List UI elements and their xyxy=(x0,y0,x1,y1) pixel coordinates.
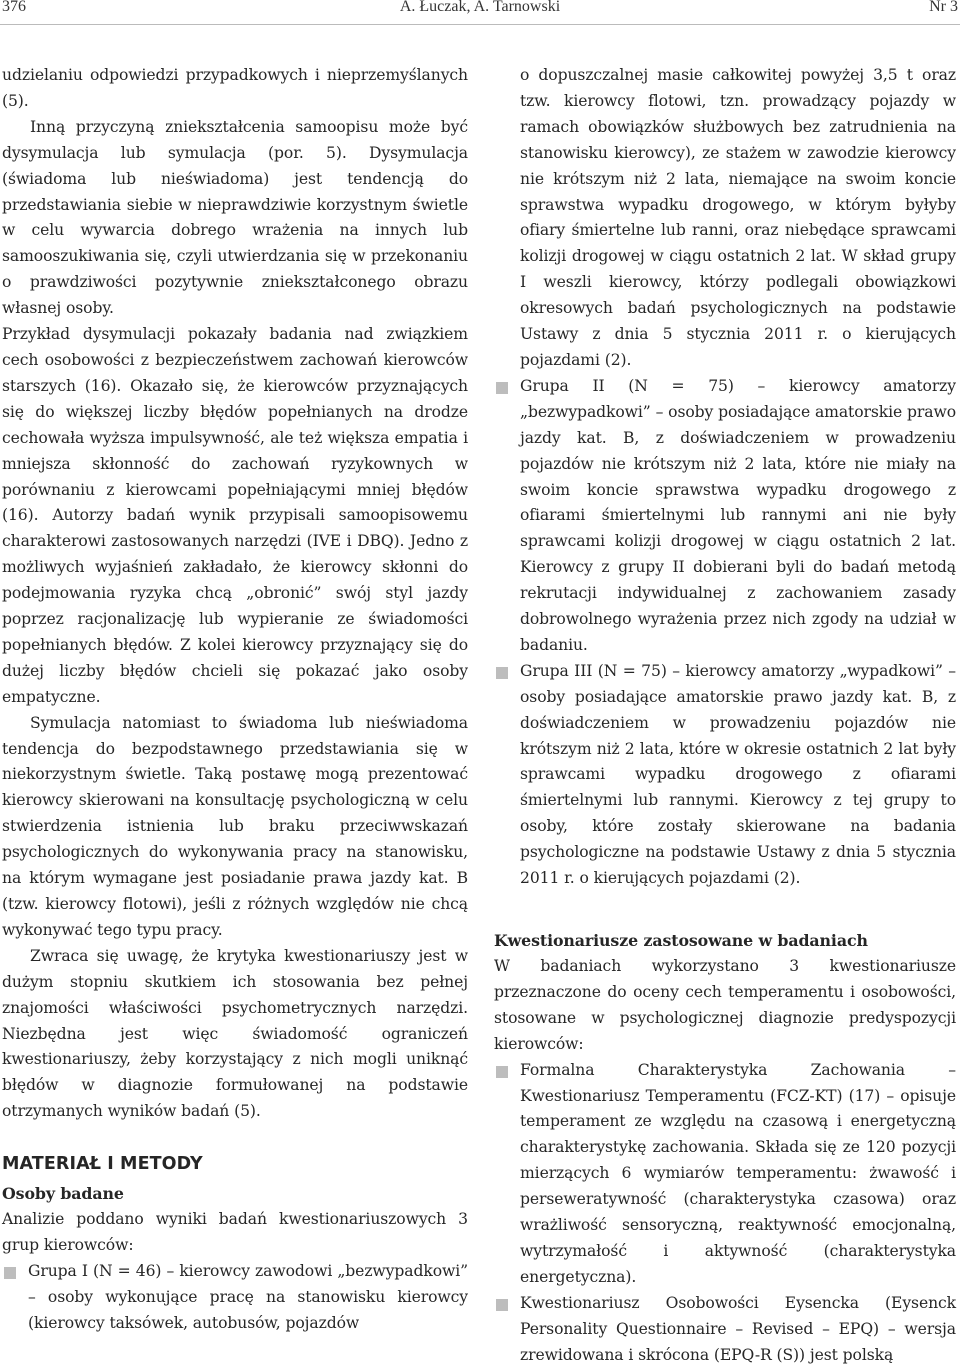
paragraph: Zwraca się uwagę, że krytyka kwestionariuszy jest w dużym stopniu skutkiem ich stosowania bez pełnej znajomości właściwości psychometrycznych narzędzi. Niezbędna jest więc świadomość ograniczeń kwestionariuszy, żeby korzystający z nich mogli uniknąć błędów w diagnozie formułowanej na podstawie otrzymanych wyników badań (5). xyxy=(2,946,468,1121)
list-item-text: Formalna Charakterystyka Zachowania – Kwestionariusz Temperamentu (FCZ-KT) (17) – opisuje temperament ze względu na czasową i energetyczną charakterystykę zachowania. Składa się ze 120 pozycji mierzących 6 wymiarów temperamentu: żwawość i perseweratywność (charakterystyka czasowa) oraz wrażliwość sensoryczną, reaktywność emocjonalną, wytrzymałość i aktywność (charakterystyka energetyczna). xyxy=(520,1060,956,1286)
page-number: 376 xyxy=(2,0,26,15)
right-column xyxy=(494,63,956,1369)
paragraph: Analizie poddano wyniki badań kwestionariuszowych 3 grup kierowców: xyxy=(2,1210,468,1255)
group-list xyxy=(2,1259,468,1337)
subsection-heading: Kwestionariusze zastosowane w badaniach xyxy=(494,931,868,950)
list-item-text: o dopuszczalnej masie całkowitej powyżej 3,5 t oraz tzw. kierowcy flotowi, tzn. prowadzący pojazdy w ramach obowiązków służbowych bez zatrudnienia na stanowisku kierowcy), ze stażem w zawodzie kierowcy nie krótszym niż 2 lata, niemające na swoim koncie sprawstwa wypadku drogowego, w którym byłyby ofiary śmiertelne lub ranni, oraz niebędące sprawcami kolizji drogowej w ciągu ostatnich 2 lat. W skład grupy I weszli kierowcy, którzy podlegali obowiązkowi okresowych badań psychologicznych na podstawie Ustawy z dnia 5 stycznia 2011 r. o kierujących pojazdami (2). xyxy=(520,66,956,369)
running-header xyxy=(0,0,960,22)
group-list-continued xyxy=(494,63,956,892)
list-item xyxy=(494,1058,956,1291)
subsection-heading: Osoby badane xyxy=(2,1184,124,1204)
list-item-text: Grupa I (N = 46) – kierowcy zawodowi „bezwypadkowi” – osoby wykonujące pracę na stanowisku kierowcy (kierowcy taksówek, autobusów, pojazdów xyxy=(28,1261,468,1332)
paragraph: Symulacja natomiast to świadoma lub nieświadoma tendencja do bezpodstawnego przedstawiania się w niekorzystnym świetle. Taką postawę mogą prezentować kierowcy skierowani na konsultację psychologiczną w celu stwierdzenia istnienia lub braku przeciwwskazań psychologicznych do wykonywania pracy na stanowisku, na którym wymagane jest posiadanie prawa jazdy kat. B (tzw. kierowcy flotowi), jeśli z różnych względów nie chcą wykonywać tego typu pracy. xyxy=(2,713,468,939)
list-item xyxy=(494,374,956,659)
left-column xyxy=(2,63,468,1337)
list-item xyxy=(494,659,956,892)
list-item-text: Grupa III (N = 75) – kierowcy amatorzy „wypadkowi” – osoby posiadające amatorskie prawo jazdy kat. B, z doświadczeniem w prowadzeniu pojazdów nie krótszym niż 2 lata, które w okresie ostatnich 2 lat były sprawcami wypadku drogowego z ofiarami śmiertelnymi lub rannymi. Kierowcy z tej grupy to osoby, które zostały skierowane na badania psychologiczne na podstawie Ustawy z dnia 5 stycznia 2011 r. o kierujących pojazdami (2). xyxy=(520,661,956,888)
list-item xyxy=(494,63,956,374)
list-item-text: Grupa II (N = 75) – kierowcy amatorzy „bezwypadkowi” – osoby posiadające amatorskie prawo jazdy kat. B, z doświadczeniem w prowadzeniu pojazdów nie krótszym niż 2 lata, które nie miały na swoim koncie sprawstwa wypadku drogowego z ofiarami śmiertelnymi lub rannymi ani nie były sprawcami kolizji drogowej w ciągu ostatnich 2 lat. Kierowcy z grupy II dobierani byli do badań metodą rekrutacji indywidualnej z zachowaniem zasady dobrowolnego wyrażenia przez nich zgody na udział w badaniu. xyxy=(520,376,956,654)
paragraph: Inną przyczyną zniekształcenia samoopisu może być dysymulacja lub symulacja (por. 5). Dysymulacja (świadoma lub nieświadoma) jest tendencją do przedstawiania siebie w nieprawdziwie korzystnym świetle w celu wywarcia dobrego wrażenia na innych lub samooszukiwania się, czyli utwierdzania się w przekonaniu o prawdziwości pozytywnie zniekształconego obrazu własnej osoby. xyxy=(2,117,468,318)
header-rule xyxy=(0,24,960,25)
square-bullet-icon xyxy=(496,382,508,394)
list-item xyxy=(2,1259,468,1337)
list-item xyxy=(494,1291,956,1369)
paragraph: W badaniach wykorzystano 3 kwestionariusze przeznaczone do oceny cech temperamentu i osobowości, stosowane w psychologicznej diagnozie predyspozycji kierowców: xyxy=(494,957,956,1053)
square-bullet-icon xyxy=(496,1066,508,1078)
paragraph: udzielaniu odpowiedzi przypadkowych i nieprzemyślanych (5). xyxy=(2,66,468,110)
section-heading: MATERIAŁ I METODY xyxy=(2,1154,203,1175)
square-bullet-icon xyxy=(496,667,508,679)
paragraph: Przykład dysymulacji pokazały badania nad związkiem cech osobowości z bezpieczeństwem zachowań kierowców starszych (16). Okazało się, że kierowców przyznających się do większej liczby błędów popełnianych na drodze cechowała wyższa impulsywność, ale też większa empatia i mniejsza skłonność do zachowań ryzykownych w porównaniu z kierowcami popełniającymi mniej błędów (16). Autorzy badań wynik przypisali samoopisowemu charakterowi zastosowanych narzędzi (IVE i DBQ). Jedno z możliwych wyjaśnień zakładało, że kierowcy skłonni do podejmowania ryzyka chcą „obronić” swój styl jazdy poprzez racjonalizację lub wypieranie ze świadomości popełnianych błędów. Z kolei kierowcy przyznający się do dużej liczby błędów chcieli się pokazać jako osoby empatyczne. xyxy=(2,325,468,706)
questionnaire-list xyxy=(494,1058,956,1369)
square-bullet-icon xyxy=(496,1299,508,1311)
running-authors: A. Łuczak, A. Tarnowski xyxy=(399,0,561,15)
square-bullet-icon xyxy=(4,1267,16,1279)
issue-number: Nr 3 xyxy=(929,0,958,15)
list-item-text: Kwestionariusz Osobowości Eysencka (Eysenck Personality Questionnaire – Revised – EPQ) – wersja zrewidowana i skrócona (EPQ-R (S)) jest polską xyxy=(520,1293,956,1364)
